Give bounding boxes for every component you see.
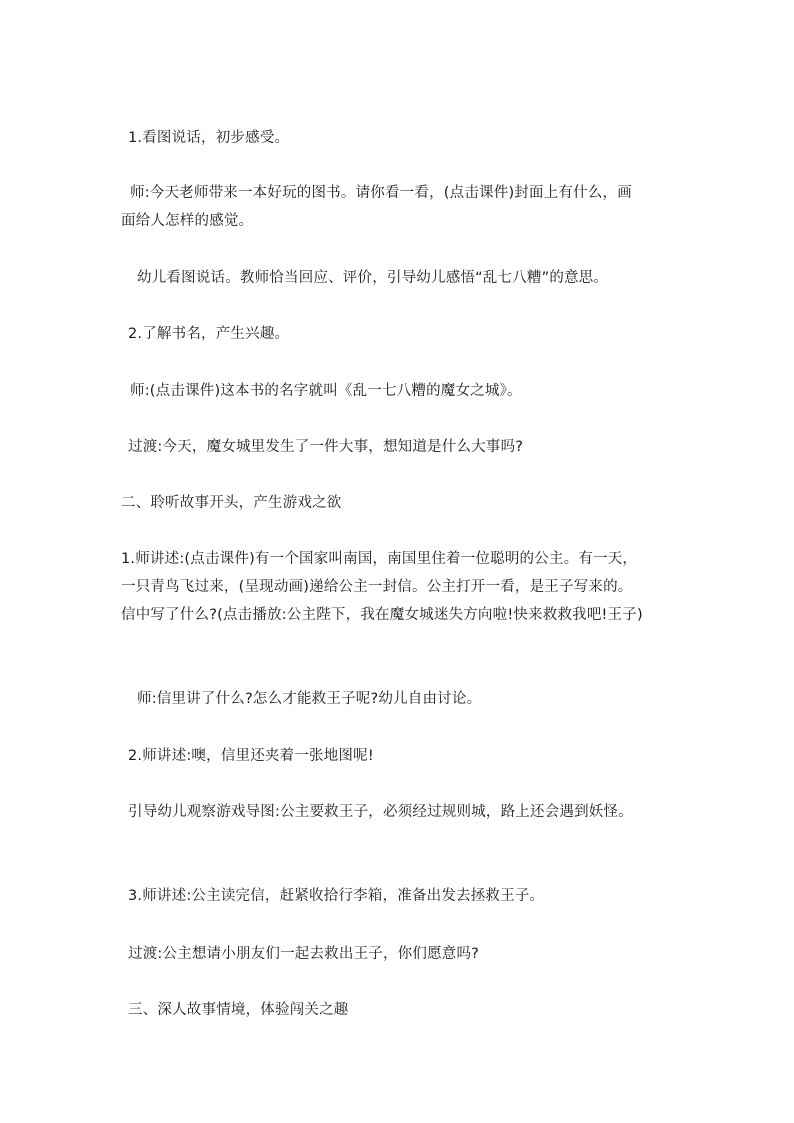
teacher-line-continued: 面给人怎样的感觉。 [121,213,254,229]
step-heading-1: 1.看图说话，初步感受。 [128,130,290,146]
transition-line: 过渡:今天，魔女城里发生了一件大事，想知道是什么大事吗? [128,439,524,455]
narration-line-1: 1.师讲述:(点击课件)有一个国家叫南国，南国里住着一位聪明的公主。有一天， [121,551,638,567]
teacher-line: 师:(点击课件)这本书的名字就叫《乱一七八糟的魔女之城》。 [130,383,522,399]
narration-line-2: 一只青鸟飞过来，(呈现动画)递给公主一封信。公主打开一看，是王子写来的。 [121,579,633,595]
step-heading-2: 2.了解书名，产生兴趣。 [128,326,290,342]
teacher-line: 师:信里讲了什么?怎么才能救王子呢?幼儿自由讨论。 [137,691,482,707]
section-heading-2: 二、聆听故事开头，产生游戏之欲 [121,495,342,511]
step-heading-2b: 2.师讲述:噢，信里还夹着一张地图呢! [128,748,374,764]
guide-line: 引导幼儿观察游戏导图:公主要救王子，必须经过规则城，路上还会遇到妖怪。 [128,804,633,820]
narration-line-3: 信中写了什么?(点击播放:公主陛下，我在魔女城迷失方向啦!快来救救我吧!王子) [121,607,643,623]
children-activity-line: 幼儿看图说话。教师恰当回应、评价，引导幼儿感悟“乱七八糟”的意思。 [137,270,609,286]
step-heading-3: 3.师讲述:公主读完信，赶紧收拾行李箱，准备出发去拯救王子。 [128,888,545,904]
teacher-line: 师:今天老师带来一本好玩的图书。请你看一看，(点击课件)封面上有什么，画 [130,185,632,201]
section-heading-3: 三、深人故事情境，体验闯关之趣 [128,1002,349,1018]
transition-line: 过渡:公主想请小朋友们一起去救出王子，你们愿意吗? [128,946,480,962]
